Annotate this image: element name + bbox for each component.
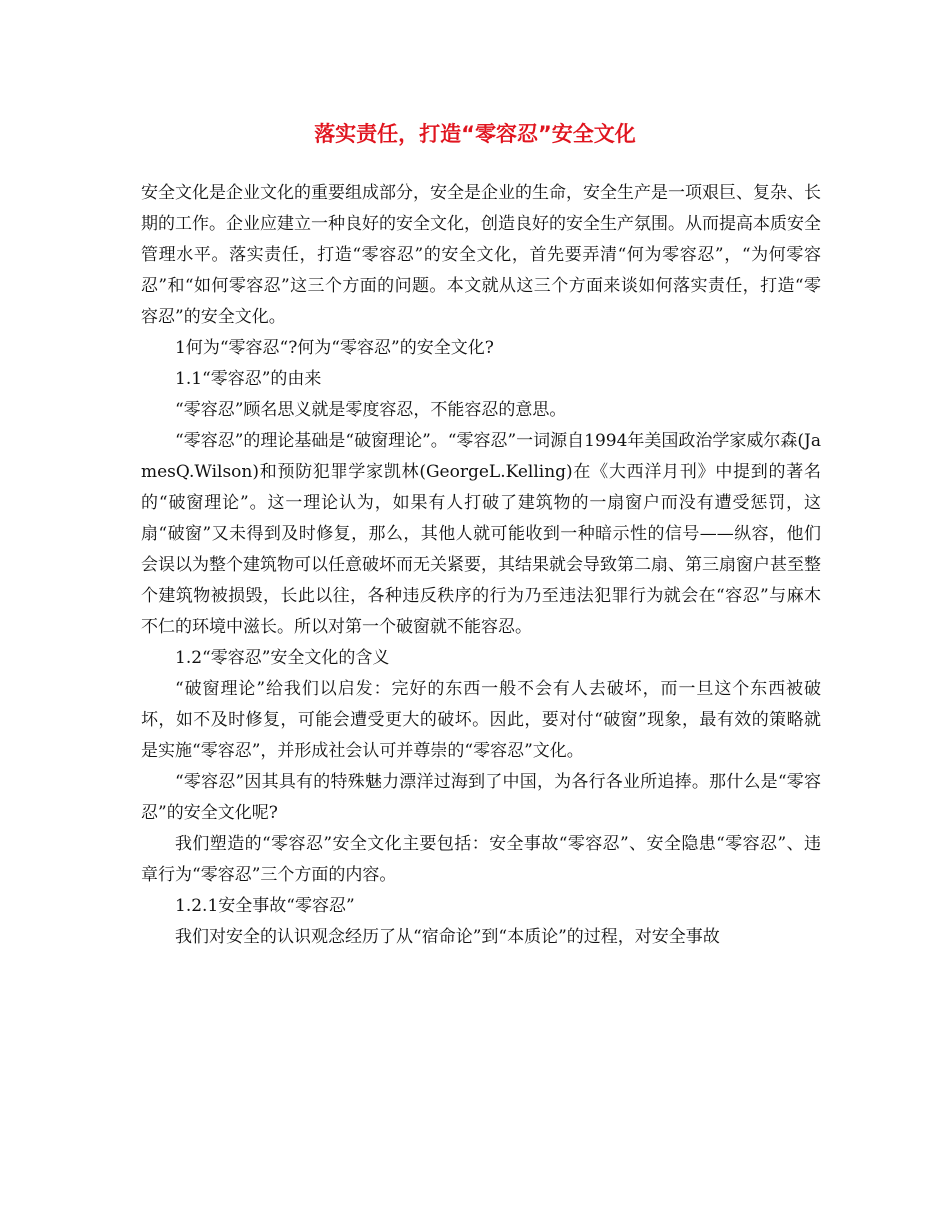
section-heading-1-2-1: 1.2.1安全事故“零容忍” <box>175 896 355 916</box>
body-paragraph: “零容忍”的理论基础是“破窗理论”。“零容忍”一词源自1994年美国政治学家威尔森(JamesQ.Wilson)和预防犯罪学家凯林(GeorgeL.Kelling)在《大西洋月刊》中提到的著名的“破窗理论”。这一理论认为，如果有人打破了建筑物的一扇窗户而没有遭受惩罚，这扇“破窗”又未得到及时修复，那么，其他人就可能收到一种暗示性的信号——纵容，他们会误以为整个建筑物可以任意破坏而无关紧要，其结果就会导致第二扇、第三扇窗户甚至整个建筑物被损毁，长此以往，各种违反秩序的行为乃至违法犯罪行为就会在“容忍”与麻木不仁的环境中滋长。所以对第一个破窗就不能容忍。 <box>141 431 821 637</box>
intro-paragraph: 安全文化是企业文化的重要组成部分，安全是企业的生命，安全生产是一项艰巨、复杂、长期的工作。企业应建立一种良好的安全文化，创造良好的安全生产氛围。从而提高本质安全管理水平。落实责任，打造“零容忍”的安全文化，首先要弄清“何为零容忍”，“为何零容忍”和“如何零容忍”这三个方面的问题。本文就从这三个方面来谈如何落实责任，打造“零容忍”的安全文化。 <box>141 183 821 327</box>
document-title: 落实责任，打造“零容忍”安全文化 <box>314 122 636 146</box>
section-heading-1-2: 1.2“零容忍”安全文化的含义 <box>175 648 390 668</box>
document-body <box>141 178 821 953</box>
body-paragraph: 我们塑造的“零容忍”安全文化主要包括：安全事故“零容忍”、安全隐患“零容忍”、违章行为“零容忍”三个方面的内容。 <box>141 834 821 885</box>
body-paragraph: “零容忍”顾名思义就是零度容忍，不能容忍的意思。 <box>175 400 567 420</box>
body-paragraph: 我们对安全的认识观念经历了从“宿命论”到“本质论”的过程，对安全事故 <box>175 927 720 947</box>
section-heading-1-1: 1.1“零容忍”的由来 <box>175 369 322 389</box>
body-paragraph: “破窗理论”给我们以启发：完好的东西一般不会有人去破坏，而一旦这个东西被破坏，如不及时修复，可能会遭受更大的破坏。因此，要对付“破窗”现象，最有效的策略就是实施“零容忍”，并形成社会认可并尊崇的“零容忍”文化。 <box>141 679 821 761</box>
section-heading-1: 1何为“零容忍“?何为“零容忍”的安全文化? <box>175 338 494 358</box>
body-paragraph: “零容忍”因其具有的特殊魅力漂洋过海到了中国，为各行各业所追捧。那什么是“零容忍”的安全文化呢? <box>141 772 821 823</box>
